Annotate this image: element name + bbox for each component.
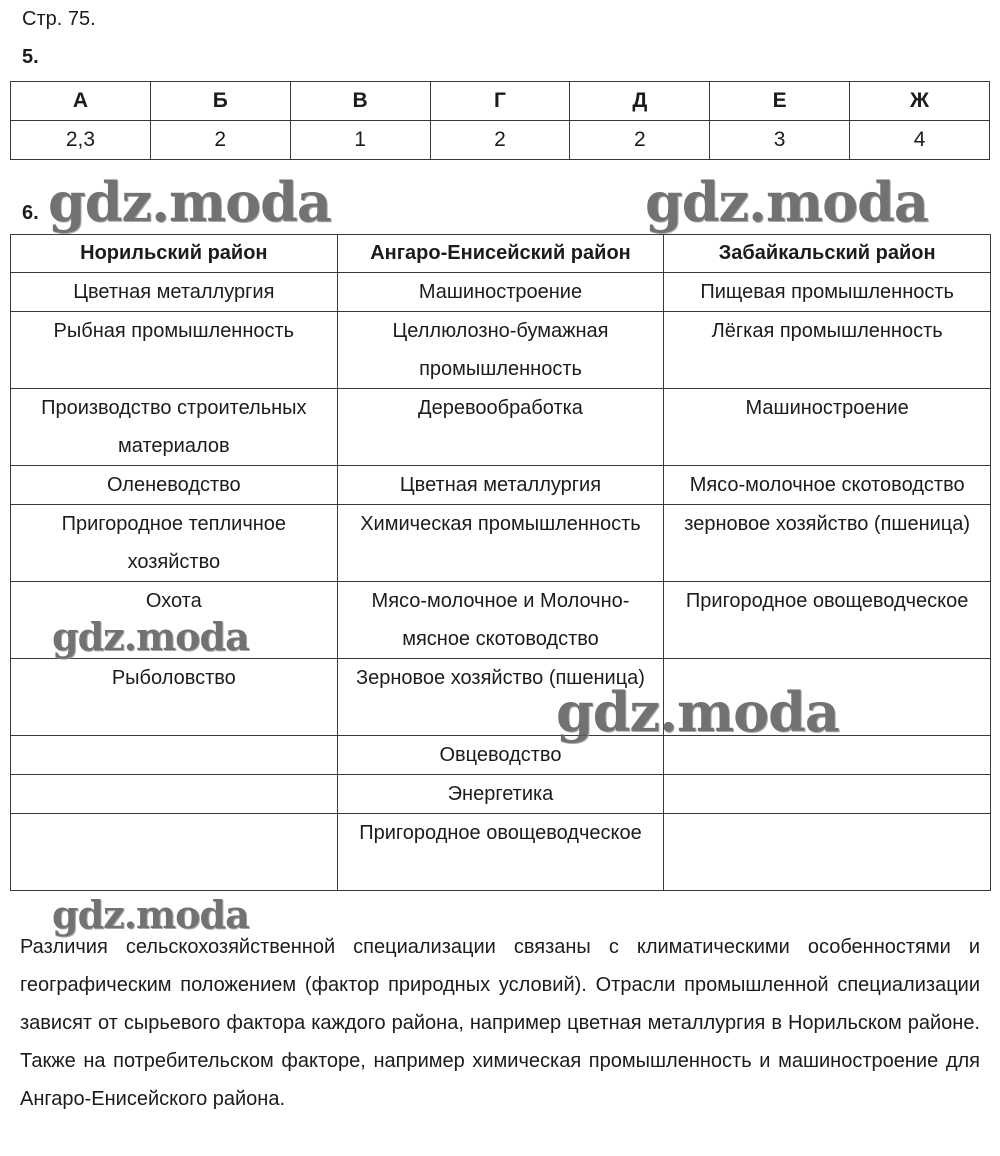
table-cell: Зерновое хозяйство (пшеница) bbox=[337, 659, 664, 736]
answer-cell: 1 bbox=[290, 121, 430, 160]
table-cell bbox=[11, 814, 338, 891]
table-header-row bbox=[11, 235, 991, 273]
watermark: gdz.moda bbox=[52, 892, 249, 937]
table-row bbox=[11, 505, 991, 582]
header-cell: Норильский район bbox=[11, 235, 338, 273]
table-cell: Пригородное овощеводческое bbox=[664, 582, 991, 659]
table-row bbox=[11, 466, 991, 505]
table-row bbox=[11, 121, 990, 160]
table-cell: Химическая промышленность bbox=[337, 505, 664, 582]
table-cell: Пригородное овощеводческое bbox=[337, 814, 664, 891]
table-cell: Оленеводство bbox=[11, 466, 338, 505]
table-cell: Пищевая промышленность bbox=[664, 273, 991, 312]
table-cell: Охота bbox=[11, 582, 338, 659]
watermark: gdz.moda bbox=[52, 614, 249, 659]
watermark: gdz.moda bbox=[645, 170, 928, 234]
task-6-number: 6. bbox=[22, 202, 39, 224]
header-cell: В bbox=[290, 82, 430, 121]
answer-cell: 3 bbox=[710, 121, 850, 160]
header-cell: Забайкальский район bbox=[664, 235, 991, 273]
table-row bbox=[11, 814, 991, 891]
table-cell: Цветная металлургия bbox=[337, 466, 664, 505]
header-cell: Е bbox=[710, 82, 850, 121]
task-5-answer-table bbox=[10, 81, 990, 160]
answer-cell: 2,3 bbox=[11, 121, 151, 160]
table-cell bbox=[11, 775, 338, 814]
task-6-regions-table bbox=[10, 234, 991, 891]
table-cell: Рыбная промышленность bbox=[11, 312, 338, 389]
answer-cell: 2 bbox=[430, 121, 570, 160]
table-cell: Целлюлозно-бумажная промышленность bbox=[337, 312, 664, 389]
table-cell: Пригородное тепличное хозяйство bbox=[11, 505, 338, 582]
header-cell: Ангаро-Енисейский район bbox=[337, 235, 664, 273]
table-cell: Энергетика bbox=[337, 775, 664, 814]
table-row bbox=[11, 389, 991, 466]
table-row bbox=[11, 659, 991, 736]
watermark: gdz.moda bbox=[556, 680, 839, 744]
header-cell: Ж bbox=[850, 82, 990, 121]
page-title: Стр. 75. bbox=[22, 8, 96, 30]
answer-cell: 2 bbox=[150, 121, 290, 160]
table-cell: Мясо-молочное скотоводство bbox=[664, 466, 991, 505]
table-cell: Машиностроение bbox=[664, 389, 991, 466]
table-cell: Мясо-молочное и Молочно-мясное скотоводство bbox=[337, 582, 664, 659]
table-cell: Деревообработка bbox=[337, 389, 664, 466]
watermark: gdz.moda bbox=[48, 170, 331, 234]
table-cell bbox=[664, 775, 991, 814]
table-row bbox=[11, 736, 991, 775]
table-row bbox=[11, 273, 991, 312]
task-5-number: 5. bbox=[22, 46, 39, 68]
table-cell: Лёгкая промышленность bbox=[664, 312, 991, 389]
header-cell: А bbox=[11, 82, 151, 121]
header-cell: Б bbox=[150, 82, 290, 121]
explanation-paragraph: Различия сельскохозяйственной специализации связаны с климатическими особенностями и географическим положением (фактор природных условий). Отрасли промышленной специализации зависят от сырьевого фактора каждого района, например цветная металлургия в Норильском районе. Также на потребительском факторе, например химическая промышленность и машиностроение для Ангаро-Енисейского района. bbox=[20, 936, 980, 1110]
table-cell: Овцеводство bbox=[337, 736, 664, 775]
header-cell: Д bbox=[570, 82, 710, 121]
table-cell bbox=[11, 736, 338, 775]
table-row bbox=[11, 775, 991, 814]
table-cell: Машиностроение bbox=[337, 273, 664, 312]
table-row bbox=[11, 312, 991, 389]
table-cell: Рыболовство bbox=[11, 659, 338, 736]
table-cell bbox=[664, 814, 991, 891]
table-cell: Цветная металлургия bbox=[11, 273, 338, 312]
answer-cell: 4 bbox=[850, 121, 990, 160]
table-cell: Производство строительных материалов bbox=[11, 389, 338, 466]
table-cell: зерновое хозяйство (пшеница) bbox=[664, 505, 991, 582]
answer-cell: 2 bbox=[570, 121, 710, 160]
table-header-row bbox=[11, 82, 990, 121]
header-cell: Г bbox=[430, 82, 570, 121]
